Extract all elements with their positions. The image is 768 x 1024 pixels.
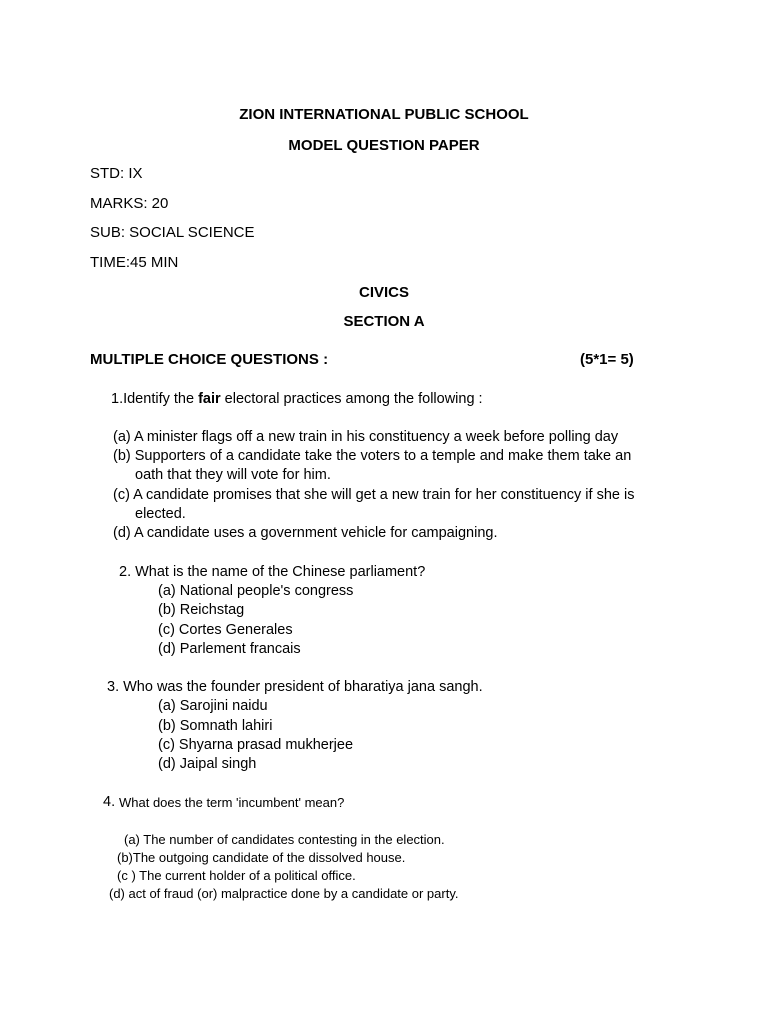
question-2-option-c: (c) Cortes Generales xyxy=(158,622,293,638)
subject-heading: CIVICS xyxy=(358,284,409,301)
question-1-suffix: electoral practices among the following : xyxy=(220,391,483,407)
marks-label: MARKS: 20 xyxy=(90,195,169,212)
question-3-option-c: (c) Shyarna prasad mukherjee xyxy=(158,737,354,753)
mcq-marks: (5*1= 5) xyxy=(580,351,634,368)
mcq-heading: MULTIPLE CHOICE QUESTIONS : xyxy=(90,351,329,368)
section-heading: SECTION A xyxy=(343,313,425,330)
question-2-option-d: (d) Parlement francais xyxy=(158,641,301,657)
question-1-option-a: (a) A minister flags off a new train in his constituency a week before polling day xyxy=(113,429,619,445)
question-1-emphasis: fair xyxy=(198,391,221,407)
question-4-option-c: (c ) The current holder of a political office. xyxy=(117,868,356,883)
question-2-option-b: (b) Reichstag xyxy=(158,602,245,618)
question-4-option-d: (d) act of fraud (or) malpractice done by a candidate or party. xyxy=(109,886,459,901)
question-2-option-a: (a) National people's congress xyxy=(158,583,354,599)
question-4-option-b: (b)The outgoing candidate of the dissolved house. xyxy=(117,850,406,865)
question-4: What does the term 'incumbent' mean? xyxy=(119,795,345,810)
std-label: STD: IX xyxy=(90,165,143,182)
question-2: 2. What is the name of the Chinese parliament? xyxy=(119,564,426,580)
school-name: ZION INTERNATIONAL PUBLIC SCHOOL xyxy=(239,106,529,123)
question-1-prefix: 1.Identify the xyxy=(111,391,199,407)
question-1-option-c-cont: elected. xyxy=(135,506,186,522)
time-label: TIME:45 MIN xyxy=(90,254,179,271)
question-1-option-d: (d) A candidate uses a government vehicle for campaigning. xyxy=(113,525,498,541)
question-3-option-a: (a) Sarojini naidu xyxy=(158,698,268,714)
subject-label: SUB: SOCIAL SCIENCE xyxy=(90,224,255,241)
question-1-option-b: (b) Supporters of a candidate take the voters to a temple and make them take an xyxy=(113,448,632,464)
question-3-option-b: (b) Somnath lahiri xyxy=(158,718,273,734)
question-3-option-d: (d) Jaipal singh xyxy=(158,756,257,772)
question-1-option-c: (c) A candidate promises that she will get a new train for her constituency if she is xyxy=(113,487,635,503)
question-4-number: 4. xyxy=(103,794,116,810)
question-1-option-b-cont: oath that they will vote for him. xyxy=(135,467,331,483)
paper-title: MODEL QUESTION PAPER xyxy=(288,137,480,154)
question-4-option-a: (a) The number of candidates contesting in the election. xyxy=(124,832,445,847)
question-1 xyxy=(111,392,483,407)
question-3: 3. Who was the founder president of bharatiya jana sangh. xyxy=(107,679,483,695)
